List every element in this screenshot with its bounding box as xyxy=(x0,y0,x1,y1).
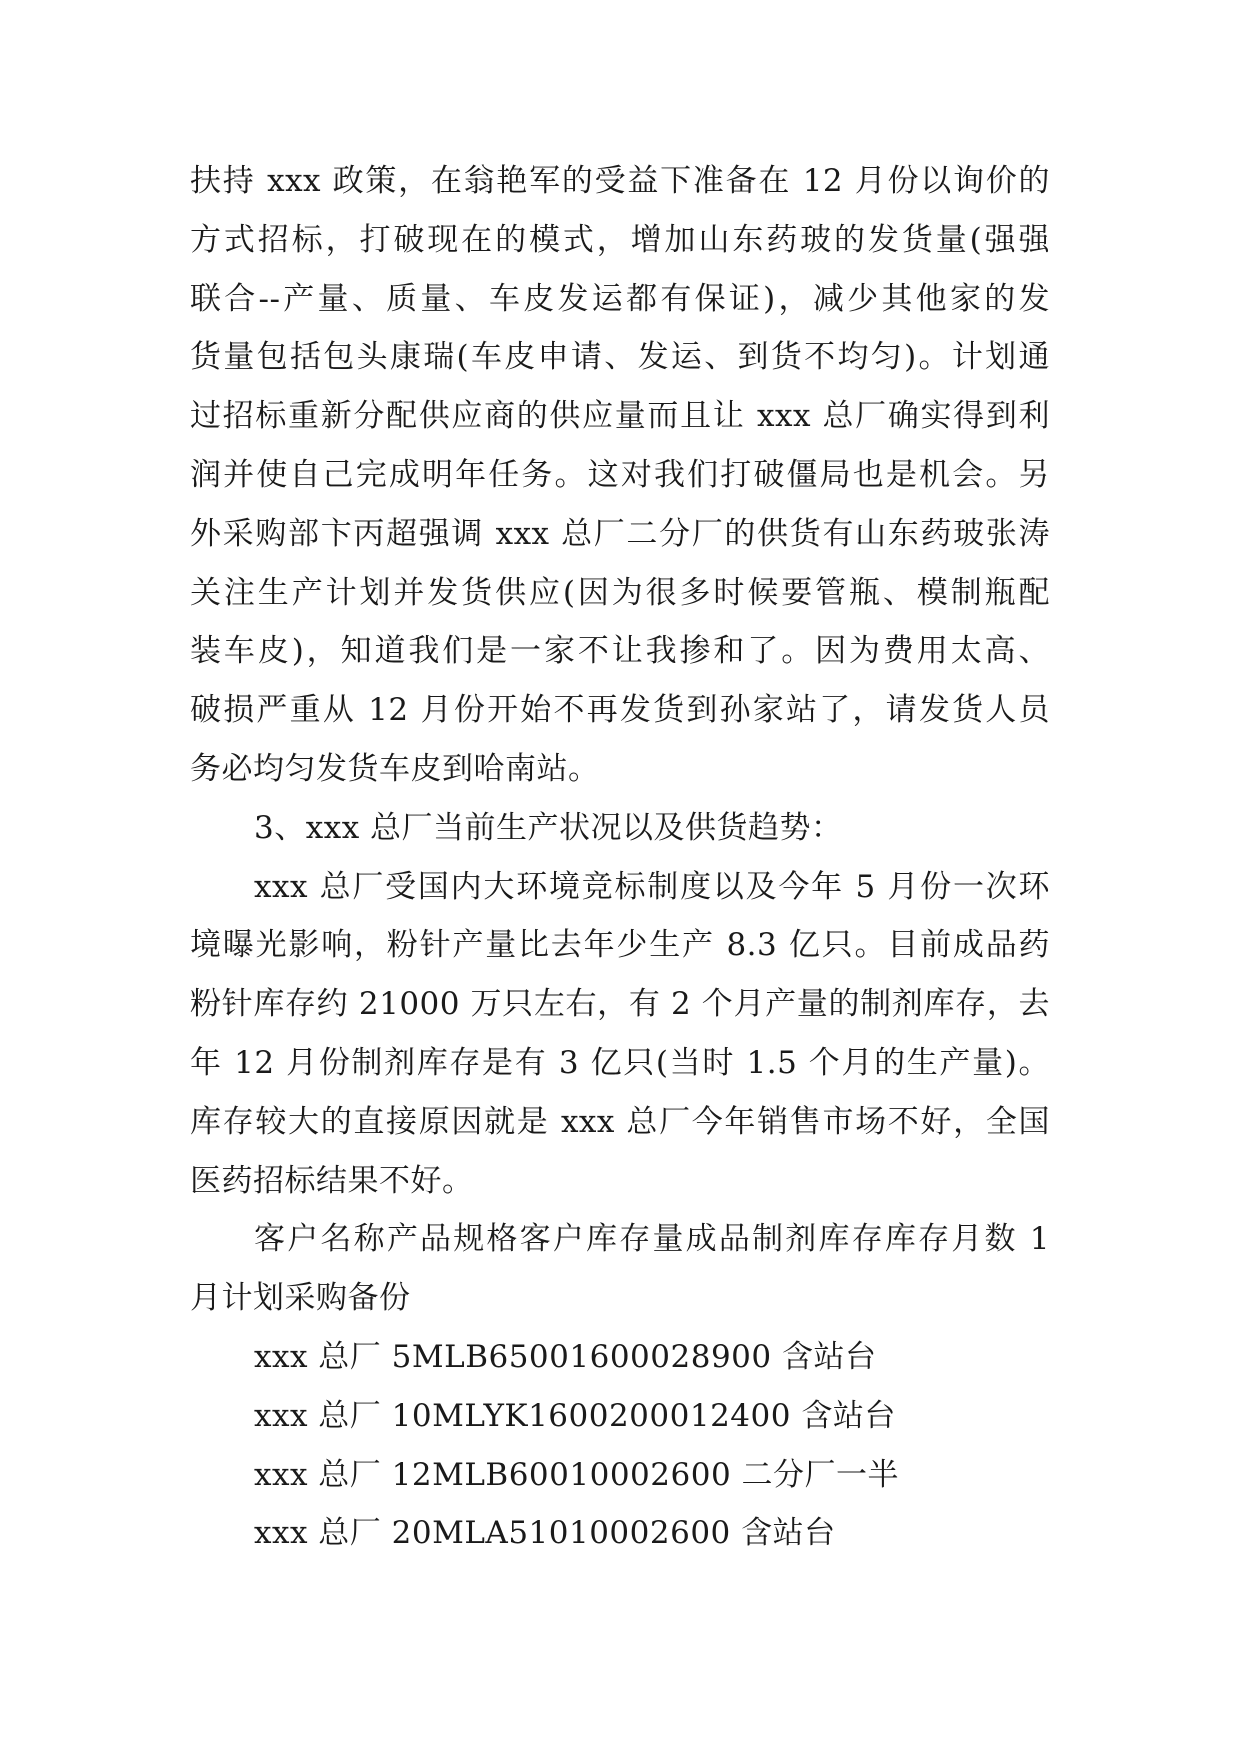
list-item: xxx 总厂 5MLB65001600028900 含站台 xyxy=(254,1338,877,1375)
list-item: xxx 总厂 12MLB60010002600 二分厂一半 xyxy=(254,1456,900,1493)
paragraph-line: 破损严重从 12 月份开始不再发货到孙家站了，请发货人员 xyxy=(190,692,1050,729)
paragraph-line: 务必均匀发货车皮到哈南站。 xyxy=(190,750,600,787)
paragraph-line: 医药招标结果不好。 xyxy=(190,1162,474,1199)
paragraph-line: 扶持 xxx 政策，在翁艳军的受益下准备在 12 月份以询价的 xyxy=(190,163,1050,199)
paragraph-line: 装车皮)，知道我们是一家不让我掺和了。因为费用太高、 xyxy=(190,633,1050,670)
paragraph-production-status xyxy=(190,858,1050,1211)
document-body xyxy=(190,152,1050,1563)
paragraph-line: 库存较大的直接原因就是 xxx 总厂今年销售市场不好，全国 xyxy=(190,1103,1050,1140)
customer-rows xyxy=(190,1328,1050,1563)
paragraph-line: 客户名称产品规格客户库存量成品制剂库存库存月数 1 xyxy=(254,1221,1050,1258)
paragraph-line: 过招标重新分配供应商的供应量而且让 xxx 总厂确实得到利 xyxy=(190,398,1050,435)
section-heading: 3、xxx 总厂当前生产状况以及供货趋势： xyxy=(254,809,843,846)
paragraph-line: 方式招标，打破现在的模式，增加山东药玻的发货量(强强 xyxy=(190,221,1050,258)
paragraph-line: 货量包括包头康瑞(车皮申请、发运、到货不均匀)。计划通 xyxy=(190,339,1050,376)
paragraph-line: 关注生产计划并发货供应(因为很多时候要管瓶、模制瓶配 xyxy=(190,574,1050,611)
paragraph-line: 联合--产量、质量、车皮发运都有保证)，减少其他家的发 xyxy=(190,280,1050,317)
table-header-text xyxy=(190,1210,1050,1328)
paragraph-line: 润并使自己完成明年任务。这对我们打破僵局也是机会。另 xyxy=(190,456,1050,493)
paragraph-line: 月计划采购备份 xyxy=(190,1280,411,1317)
paragraph-line: 境曝光影响，粉针产量比去年少生产 8.3 亿只。目前成品药 xyxy=(190,927,1050,964)
paragraph-line: 外采购部卞丙超强调 xxx 总厂二分厂的供货有山东药玻张涛 xyxy=(190,515,1050,552)
paragraph-line: xxx 总厂受国内大环境竞标制度以及今年 5 月份一次环 xyxy=(254,868,1050,905)
paragraph-line: 粉针库存约 21000 万只左右，有 2 个月产量的制剂库存，去 xyxy=(190,986,1050,1023)
paragraph-line: 年 12 月份制剂库存是有 3 亿只(当时 1.5 个月的生产量)。 xyxy=(190,1044,1050,1081)
list-item: xxx 总厂 20MLA51010002600 含站台 xyxy=(254,1515,836,1552)
paragraph-supply-policy xyxy=(190,152,1050,799)
list-item: xxx 总厂 10MLYK1600200012400 含站台 xyxy=(254,1397,896,1434)
